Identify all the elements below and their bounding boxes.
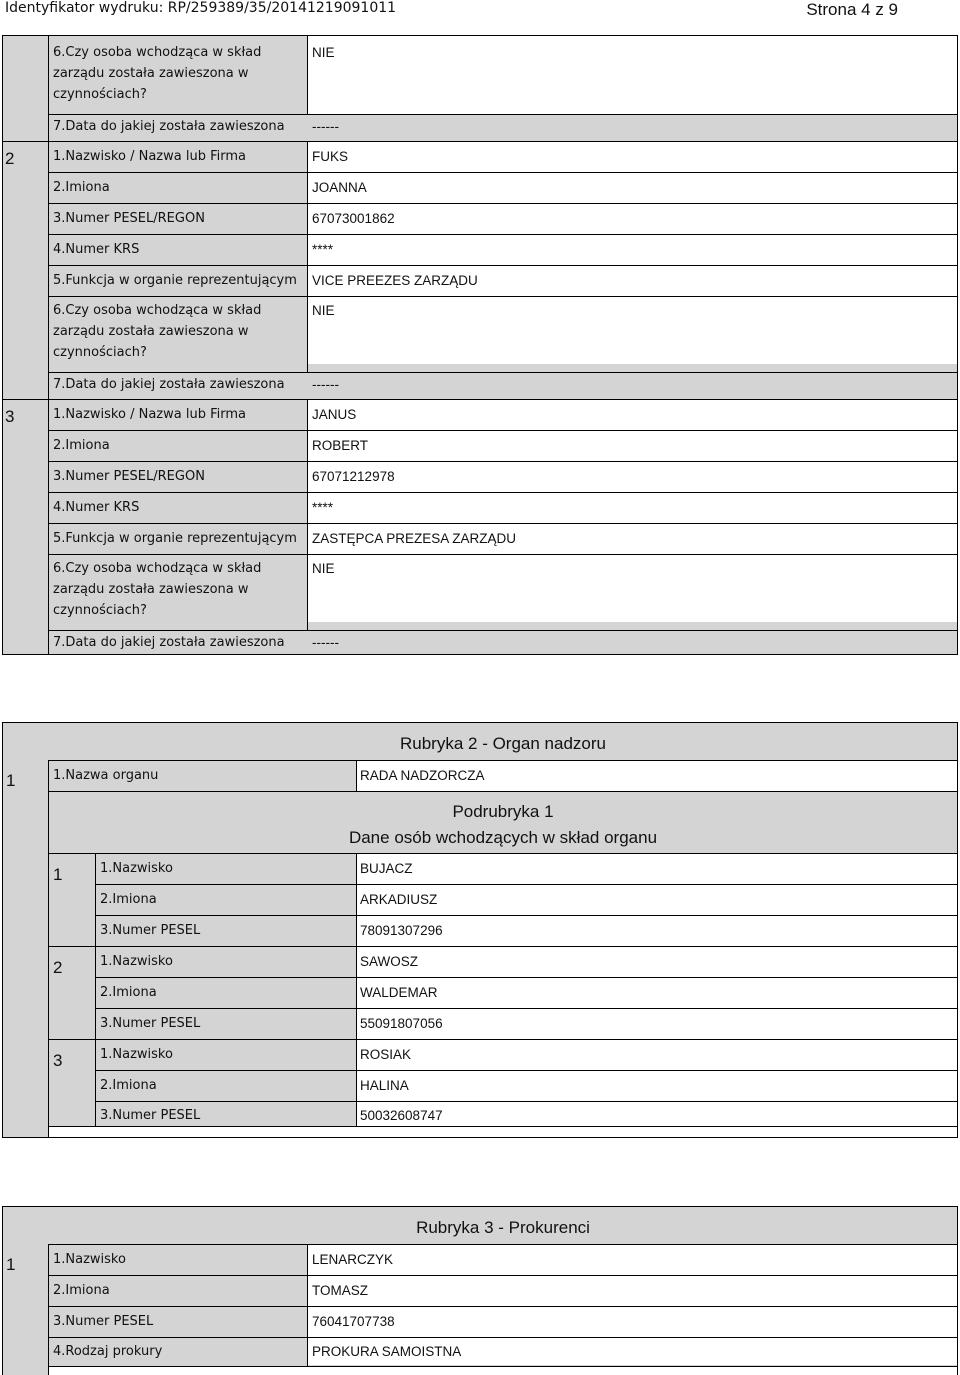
field-label: 1.Nazwisko: [100, 954, 173, 969]
field-value: 67071212978: [312, 469, 395, 484]
organ-name-label: 1.Nazwa organu: [53, 768, 159, 783]
suspension-date-value: ------: [312, 377, 339, 392]
field-label: 2.Imiona: [100, 892, 157, 907]
suspension-value: NIE: [312, 303, 335, 318]
field-label: 2.Imiona: [100, 985, 157, 1000]
suspension-question-label: zarządu została zawieszona w: [53, 324, 249, 339]
suspension-question-label: czynnościach?: [53, 603, 147, 618]
subsection-title: Podrubryka 1: [452, 802, 554, 821]
field-label: 3.Numer PESEL: [53, 1314, 154, 1329]
field-value: 76041707738: [312, 1314, 395, 1329]
person-number: 3: [53, 1051, 63, 1070]
field-label: 1.Nazwisko / Nazwa lub Firma: [53, 407, 246, 422]
organ-name-value: RADA NADZORCZA: [360, 768, 485, 783]
suspension-date-label: 7.Data do jakiej została zawieszona: [53, 119, 285, 134]
field-label: 3.Numer PESEL/REGON: [53, 211, 205, 226]
section-title: Rubryka 3 - Prokurenci: [416, 1218, 590, 1237]
organ-number: 1: [6, 771, 16, 790]
field-value: VICE PREEZES ZARZĄDU: [312, 273, 478, 288]
field-value: PROKURA SAMOISTNA: [312, 1344, 462, 1359]
suspension-question-label: 6.Czy osoba wchodząca w skład: [53, 45, 262, 60]
field-value: 78091307296: [360, 923, 443, 938]
field-value: LENARCZYK: [312, 1252, 394, 1267]
field-value: ****: [312, 500, 334, 515]
section-title: Rubryka 2 - Organ nadzoru: [400, 734, 606, 753]
suspension-question-label: czynnościach?: [53, 345, 147, 360]
field-value: ARKADIUSZ: [360, 892, 438, 907]
field-label: 1.Nazwisko / Nazwa lub Firma: [53, 149, 246, 164]
field-value: 50032608747: [360, 1108, 443, 1123]
field-value: WALDEMAR: [360, 985, 438, 1000]
field-value: JOANNA: [312, 180, 367, 195]
suspension-question-label: czynnościach?: [53, 87, 147, 102]
suspension-question-label: 6.Czy osoba wchodząca w skład: [53, 303, 262, 318]
field-label: 4.Rodzaj prokury: [53, 1344, 163, 1359]
field-label: 2.Imiona: [53, 1283, 110, 1298]
suspension-question-label: 6.Czy osoba wchodząca w skład: [53, 561, 262, 576]
document-id: Identyfikator wydruku: RP/259389/35/20141219091011: [5, 0, 397, 16]
suspension-question-label: zarządu została zawieszona w: [53, 66, 249, 81]
field-label: 1.Nazwisko: [53, 1252, 126, 1267]
field-value: HALINA: [360, 1078, 409, 1093]
field-label: 3.Numer PESEL/REGON: [53, 469, 205, 484]
field-label: 4.Numer KRS: [53, 500, 140, 515]
field-value: TOMASZ: [312, 1283, 369, 1298]
suspension-value: NIE: [312, 561, 335, 576]
field-label: 2.Imiona: [53, 438, 110, 453]
suspension-date-value: ------: [312, 119, 339, 134]
field-value: ****: [312, 242, 334, 257]
field-label: 4.Numer KRS: [53, 242, 140, 257]
field-value: ROBERT: [312, 438, 369, 453]
field-value: 67073001862: [312, 211, 395, 226]
person-number: 1: [53, 865, 63, 884]
field-label: 1.Nazwisko: [100, 861, 173, 876]
suspension-date-value: ------: [312, 635, 339, 650]
field-label: 3.Numer PESEL: [100, 923, 201, 938]
field-value: ZASTĘPCA PREZESA ZARZĄDU: [312, 531, 517, 546]
field-value: ROSIAK: [360, 1047, 412, 1062]
suspension-question-label: zarządu została zawieszona w: [53, 582, 249, 597]
field-label: 5.Funkcja w organie reprezentującym: [53, 273, 297, 288]
field-value: BUJACZ: [360, 861, 413, 876]
page-number: Strona 4 z 9: [806, 0, 898, 19]
suspension-date-label: 7.Data do jakiej została zawieszona: [53, 635, 285, 650]
field-label: 3.Numer PESEL: [100, 1016, 201, 1031]
field-value: JANUS: [312, 407, 357, 422]
proxy-number: 1: [6, 1255, 16, 1274]
field-label: 2.Imiona: [100, 1078, 157, 1093]
suspension-value: NIE: [312, 45, 335, 60]
field-value: SAWOSZ: [360, 954, 419, 969]
field-label: 5.Funkcja w organie reprezentującym: [53, 531, 297, 546]
field-value: 55091807056: [360, 1016, 443, 1031]
person-number: 2: [53, 958, 63, 977]
field-label: 1.Nazwisko: [100, 1047, 173, 1062]
suspension-date-label: 7.Data do jakiej została zawieszona: [53, 377, 285, 392]
field-value: FUKS: [312, 149, 349, 164]
field-label: 2.Imiona: [53, 180, 110, 195]
subsection-subtitle: Dane osób wchodzących w skład organu: [348, 828, 658, 847]
field-label: 3.Numer PESEL: [100, 1108, 201, 1123]
member-number: 2: [5, 149, 15, 168]
member-number: 3: [5, 407, 15, 426]
